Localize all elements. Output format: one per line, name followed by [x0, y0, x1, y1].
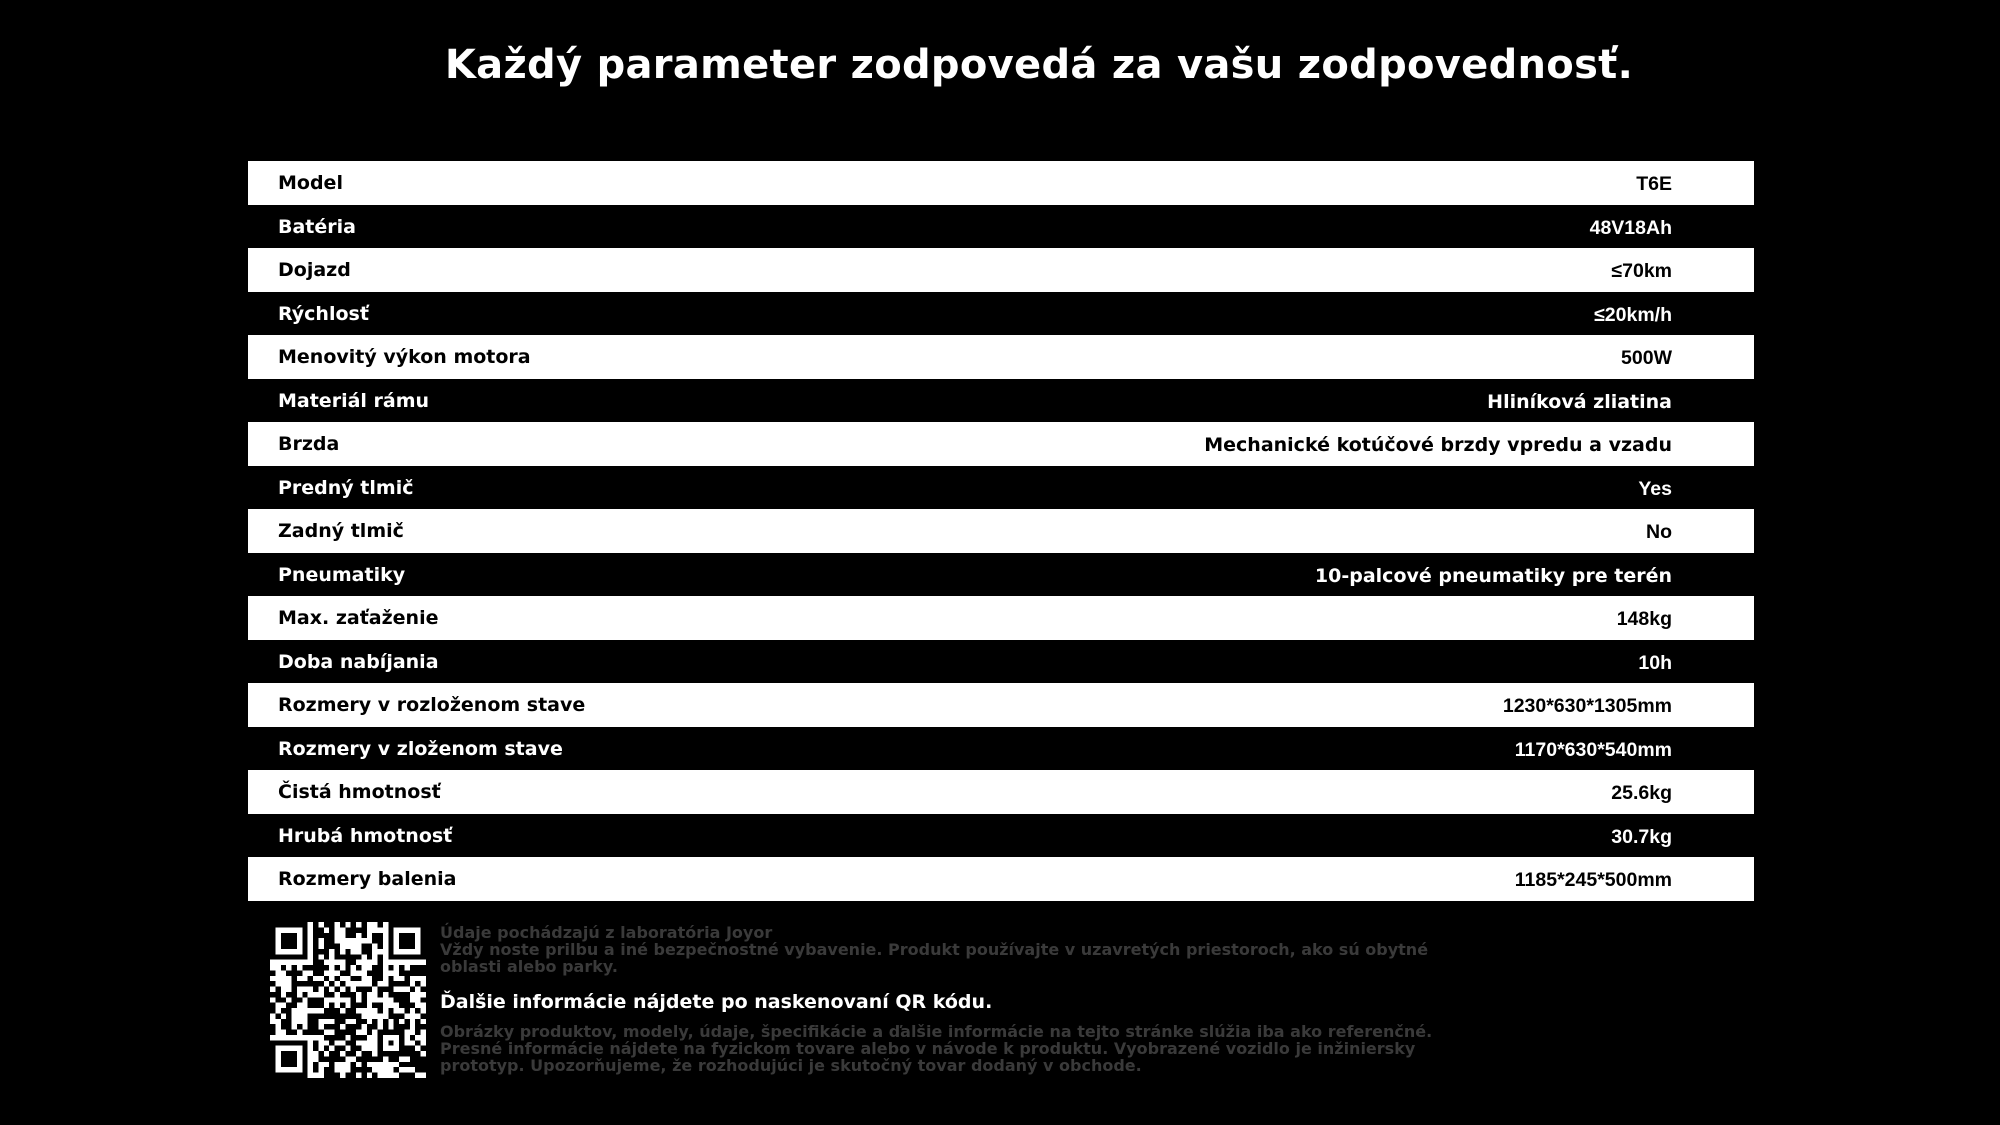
safety-note: Vždy noste prilbu a iné bezpečnostné vybavenie. Produkt používajte v uzavretých priestoroch, ako sú obytné oblasti alebo parky.: [440, 940, 1429, 976]
spec-label: Pneumatiky: [278, 563, 406, 586]
spec-table: [248, 161, 1754, 901]
spec-value: No: [1646, 521, 1672, 543]
spec-label: Materiál rámu: [278, 389, 430, 412]
spec-value: 10h: [1638, 651, 1672, 674]
spec-label: Batéria: [278, 215, 356, 238]
spec-label: Rozmery v zloženom stave: [278, 737, 563, 760]
spec-row-speed: [248, 292, 1754, 336]
spec-value: 1185*245*500mm: [1514, 869, 1672, 891]
footer-notes: [440, 924, 1440, 1074]
spec-label: Hrubá hmotnosť: [278, 824, 453, 847]
spec-label: Rozmery balenia: [278, 868, 457, 890]
spec-value: 148kg: [1616, 608, 1672, 630]
spec-value: Yes: [1638, 477, 1672, 500]
spec-label: Rýchlosť: [278, 302, 369, 325]
spec-value: ≤70km: [1611, 260, 1672, 282]
page-title: Každý parameter zodpovedá za vašu zodpovednosť.: [444, 42, 1634, 88]
spec-label: Čistá hmotnosť: [278, 781, 441, 803]
spec-row-tires: [248, 553, 1754, 597]
data-source-note: Údaje pochádzajú z laboratória Joyor: [440, 923, 773, 942]
spec-label: Zadný tlmič: [278, 520, 404, 542]
spec-value: 10-palcové pneumatiky pre terén: [1314, 564, 1672, 587]
spec-row-unfolded-size: [248, 683, 1754, 727]
spec-row-model: [248, 161, 1754, 205]
spec-row-rear-suspension: [248, 509, 1754, 553]
spec-value: 1170*630*540mm: [1514, 738, 1672, 761]
spec-value: 48V18Ah: [1589, 216, 1672, 239]
spec-row-package-size: [248, 857, 1754, 901]
scan-qr-info: Ďalšie informácie nájdete po naskenovaní QR kódu.: [440, 991, 993, 1013]
spec-value: 1230*630*1305mm: [1502, 695, 1672, 717]
spec-row-gross-weight: [248, 814, 1754, 858]
spec-row-range: [248, 248, 1754, 292]
spec-label: Max. zaťaženie: [278, 607, 439, 629]
spec-row-front-suspension: [248, 466, 1754, 510]
spec-value: 25.6kg: [1611, 782, 1672, 804]
spec-value: Mechanické kotúčové brzdy vpredu a vzadu: [1204, 434, 1672, 456]
spec-label: Rozmery v rozloženom stave: [278, 694, 586, 716]
spec-row-charging-time: [248, 640, 1754, 684]
spec-row-net-weight: [248, 770, 1754, 814]
spec-row-folded-size: [248, 727, 1754, 771]
spec-value: T6E: [1636, 173, 1672, 195]
spec-label: Predný tlmič: [278, 476, 414, 499]
spec-row-brake: [248, 422, 1754, 466]
spec-value: 30.7kg: [1611, 825, 1672, 848]
spec-row-battery: [248, 205, 1754, 249]
spec-value: Hliníková zliatina: [1487, 390, 1672, 413]
spec-value: ≤20km/h: [1594, 303, 1672, 326]
spec-row-frame-material: [248, 379, 1754, 423]
spec-label: Model: [278, 172, 343, 194]
spec-label: Brzda: [278, 433, 340, 455]
disclaimer-note: Obrázky produktov, modely, údaje, špecifikácie a ďalšie informácie na tejto stránke slúžia iba ako referenčné. Presné informácie nájdete na fyzickom tovare alebo v návode k produktu. Vyobrazené vozidlo je inžiniersky prototyp. Upozorňujeme, že rozhodujúci je skutočný tovar dodaný v obchode.: [440, 1022, 1433, 1075]
qr-code-icon[interactable]: [270, 922, 426, 1078]
spec-label: Menovitý výkon motora: [278, 346, 531, 368]
footer: [270, 922, 1470, 1082]
spec-label: Doba nabíjania: [278, 650, 439, 673]
spec-value: 500W: [1621, 347, 1672, 369]
spec-label: Dojazd: [278, 259, 351, 281]
spec-row-motor-power: [248, 335, 1754, 379]
spec-row-max-load: [248, 596, 1754, 640]
